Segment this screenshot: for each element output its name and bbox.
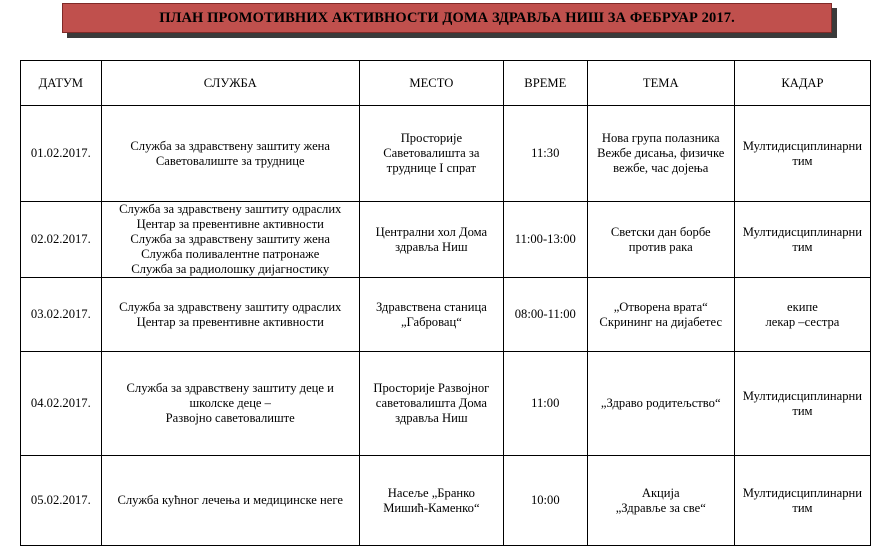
row-place (359, 106, 503, 202)
staff-line: Мултидисциплинарни (742, 224, 863, 239)
service-line: Служба поливалентне патронаже (141, 247, 320, 261)
service-line: Служба за здравствену заштиту жена (130, 138, 331, 153)
row-theme (587, 352, 734, 456)
row-place (359, 456, 503, 546)
service-line: Развојно саветовалиште (165, 411, 295, 425)
service-line: Служба за здравствену заштиту одраслих (119, 202, 342, 216)
row-service (101, 202, 359, 278)
staff-line: лекар –сестра (765, 314, 840, 329)
place-line: Здравствена станица (375, 299, 487, 314)
service-line: Служба за радиолошку дијагностику (131, 262, 330, 276)
header-time: ВРЕМЕ (503, 61, 587, 106)
row-service (101, 456, 359, 546)
table-row (21, 106, 871, 202)
header-theme: ТЕМА (587, 61, 734, 106)
theme-line: „Здраво родитељство“ (600, 396, 721, 410)
row-date: 03.02.2017. (21, 278, 102, 352)
place-line: Саветовалишта за (383, 146, 480, 160)
staff-line: Мултидисциплинарни (742, 138, 863, 153)
row-theme (587, 456, 734, 546)
place-line: „Габровац“ (400, 314, 462, 329)
table-row (21, 456, 871, 546)
row-date: 01.02.2017. (21, 106, 102, 202)
row-service (101, 352, 359, 456)
theme-line: Нова група полазника (601, 131, 720, 145)
row-staff (734, 106, 870, 202)
row-service (101, 106, 359, 202)
header-date: ДАТУМ (21, 61, 102, 106)
row-place (359, 278, 503, 352)
staff-line: тим (792, 403, 813, 418)
place-line: Насеље „Бранко (387, 485, 475, 500)
theme-line: Вежбе дисања, физичке (597, 146, 725, 160)
theme-line: Скрининг на дијабетес (599, 314, 723, 329)
header-service: СЛУЖБА (101, 61, 359, 106)
theme-line: Светски дан борбе (610, 224, 711, 239)
staff-line: тим (792, 500, 813, 515)
row-staff (734, 202, 870, 278)
row-place (359, 352, 503, 456)
service-line: Служба за здравствену заштиту деце и (126, 381, 334, 395)
row-time: 11:00 (503, 352, 587, 456)
theme-line: против рака (628, 239, 693, 254)
row-staff (734, 278, 870, 352)
place-line: здравља Ниш (395, 411, 468, 425)
theme-line: вежбе, час дојења (613, 161, 709, 175)
row-time: 08:00-11:00 (503, 278, 587, 352)
theme-line: Акција (641, 485, 680, 500)
table-header-row (21, 61, 871, 106)
row-place (359, 202, 503, 278)
place-line: труднице I спрат (386, 161, 477, 175)
service-line: Центар за превентивне активности (136, 217, 324, 231)
staff-line: Мултидисциплинарни (742, 485, 863, 500)
table-row (21, 202, 871, 278)
row-service (101, 278, 359, 352)
staff-line: екипе (787, 299, 818, 314)
table-row (21, 278, 871, 352)
service-line: Служба за здравствену заштиту одраслих (119, 299, 342, 314)
row-theme (587, 202, 734, 278)
place-line: Просторије (400, 131, 463, 145)
service-line: Служба кућног лечења и медицинске неге (117, 493, 343, 507)
theme-line: „Отворена врата“ (613, 299, 708, 314)
header-place: МЕСТО (359, 61, 503, 106)
row-date: 04.02.2017. (21, 352, 102, 456)
row-theme (587, 106, 734, 202)
row-staff (734, 352, 870, 456)
activity-plan-table (20, 60, 871, 546)
row-time: 11:30 (503, 106, 587, 202)
service-line: Служба за здравствену заштиту жена (130, 232, 331, 246)
place-line: Мишић-Каменко“ (383, 500, 480, 515)
row-theme (587, 278, 734, 352)
header-staff: КАДАР (734, 61, 870, 106)
staff-line: Мултидисциплинарни (742, 388, 863, 403)
theme-line: „Здравље за све“ (615, 500, 706, 515)
row-time: 11:00-13:00 (503, 202, 587, 278)
service-line: Саветовалиште за труднице (155, 153, 305, 168)
place-line: Централни хол Дома (375, 224, 488, 239)
staff-line: тим (792, 239, 813, 254)
row-time: 10:00 (503, 456, 587, 546)
place-line: здравља Ниш (395, 239, 468, 254)
place-line: Просторије Развојног (373, 381, 490, 395)
row-date: 02.02.2017. (21, 202, 102, 278)
place-line: саветовалишта Дома (375, 396, 487, 410)
row-date: 05.02.2017. (21, 456, 102, 546)
service-line: Центар за превентивне активности (136, 314, 324, 329)
table-row (21, 352, 871, 456)
row-staff (734, 456, 870, 546)
service-line: школске деце – (189, 396, 271, 410)
staff-line: тим (792, 153, 813, 168)
page-title: ПЛАН ПРОМОТИВНИХ АКТИВНОСТИ ДОМА ЗДРАВЉА НИШ ЗА ФЕБРУАР 2017. (62, 3, 832, 33)
